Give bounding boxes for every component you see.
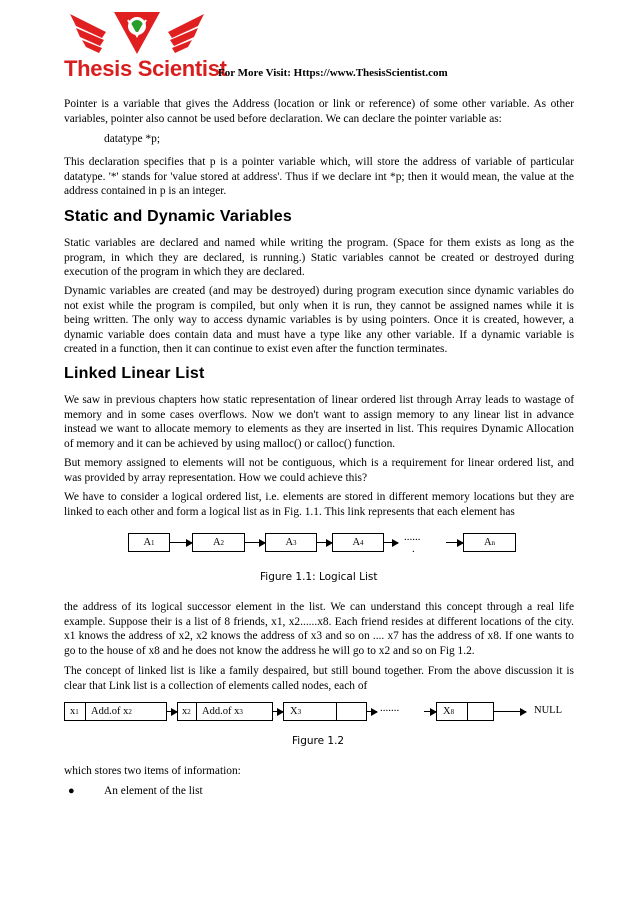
- static-paragraph: Static variables are declared and named while writing the program. (Space for them exists as long as the program, in which they are declared, is running.) Static variables cannot be created or destroyed during execution of the program in which they are declared.: [64, 237, 574, 279]
- list-node-a2: A 2: [192, 533, 245, 552]
- linked-paragraph-2: But memory assigned to elements will not be contiguous, which is a requirement for linear ordered list, and was provided by array representation. How we could achieve this?: [64, 457, 574, 484]
- bullet-item-1: An element of the list: [104, 785, 203, 797]
- list-node-a4: A 4: [332, 533, 384, 552]
- node-x1-data: x 1: [70, 706, 79, 717]
- arrow-a3-a4: [317, 542, 332, 543]
- figure-1-1-caption: Figure 1.1: Logical List: [260, 571, 378, 583]
- logo-text: Thesis Scientist: [64, 56, 227, 81]
- arrow-x2-x3: [273, 711, 283, 712]
- linked-paragraph-1: We saw in previous chapters how static representation of linear ordered list through Array leads to wastage of memory and in some cases overflows. Now we don't want to assign memory to any linear list in advance instead we want to allocate memory to elements as they are inserted in list. This requires Dynamic Allocation of memory and it can be achieved by using malloc() or calloc() function.: [64, 394, 574, 450]
- node-x2: [177, 702, 273, 721]
- bullet-dot-icon: ●: [68, 785, 75, 797]
- arrow-x1-x2: [167, 711, 177, 712]
- node-x3-divider: [336, 703, 337, 720]
- heading-static-dynamic: Static and Dynamic Variables: [64, 208, 292, 225]
- friends-paragraph: [64, 600, 574, 658]
- arrow-x8-null: [494, 711, 526, 712]
- arrow-dots-an: [446, 542, 463, 543]
- node-x8: [436, 702, 494, 721]
- node-x1: [64, 702, 167, 721]
- node-x3: [283, 702, 367, 721]
- heading-linked-list: Linked Linear List: [64, 365, 205, 382]
- null-label: NULL: [534, 705, 562, 716]
- thesis-scientist-logo: [62, 6, 227, 84]
- node-x2-divider: [196, 703, 197, 720]
- intro-paragraph-1: Pointer is a variable that gives the Address (location or link or reference) of some other variable. As other variables, pointer also cannot be used before declaration. We can declare the pointer variable as:: [64, 98, 574, 125]
- dynamic-paragraph: Dynamic variables are created (and may be destroyed) during program execution since dynamic variables do not exist while the program is compiled, but only when it is run, they cannot be assigned names while it is being written. The only way to access dynamic variables is by using pointers. Once it is created, however, a dynamic variable does contain data and must have a type like any other variable. If a dynamic variable is created in a function, then it can continue to exist even after the function terminates.: [64, 285, 574, 356]
- list-node-an: A n: [463, 533, 516, 552]
- closing-paragraph: which stores two items of information:: [64, 765, 241, 777]
- family-paragraph: The concept of linked list is like a family despaired, but still bound together. From the above discussion it is clear that Link list is a collection of elements called nodes, each of: [64, 665, 574, 692]
- figure2-dots: .......: [380, 702, 400, 714]
- arrow-dots-x8: [424, 711, 436, 712]
- visit-link-text[interactable]: For More Visit: Https://www.ThesisScientist.com: [218, 67, 448, 79]
- node-x3-data: X 3: [290, 706, 302, 717]
- node-x8-data: X 8: [443, 706, 455, 717]
- list-node-a3: A 3: [265, 533, 317, 552]
- node-x1-divider: [85, 703, 86, 720]
- arrow-a1-a2: [170, 542, 192, 543]
- arrow-x3-dots: [367, 711, 377, 712]
- list-node-a1: A 1: [128, 533, 170, 552]
- node-x2-data: x 2: [182, 706, 191, 717]
- node-x8-divider: [467, 703, 468, 720]
- node-x2-link: Add.of x 3: [202, 706, 243, 717]
- figure-1-2-caption: Figure 1.2: [292, 735, 345, 747]
- friends-text: the address of its logical successor element in the list. We can understand this concept through a real life example. Suppose their is a list of 8 friends, x1, x2......x8. Each friend resides at different locations of the city. x1 knows the address of x2, x2 knows the address of x3 and so on .... x7 has the address of x8. If one wants to go to the house of x8 and he does not know the address he will go to x2 and so on Fig 1.2.: [64, 601, 574, 657]
- code-declaration: datatype *p;: [104, 133, 160, 145]
- node-x1-link: Add.of x 2: [91, 706, 132, 717]
- arrow-a4-dots: [384, 542, 398, 543]
- linked-paragraph-3: We have to consider a logical ordered list, i.e. elements are stored in different memory locations but they are linked to each other and form a logical list as in Fig. 1.1. This link represents that each element has: [64, 491, 574, 518]
- ellipsis-dots: ......: [404, 531, 421, 543]
- arrow-a2-a3: [245, 542, 265, 543]
- intro-paragraph-2: This declaration specifies that p is a pointer variable which, will store the address of variable of particular datatype. '*' stands for 'value stored at address'. Thus if we declare int *p; then it would mean, the value at the address contained in p is an integer.: [64, 156, 574, 198]
- ellipsis-dot-below: .: [412, 543, 415, 555]
